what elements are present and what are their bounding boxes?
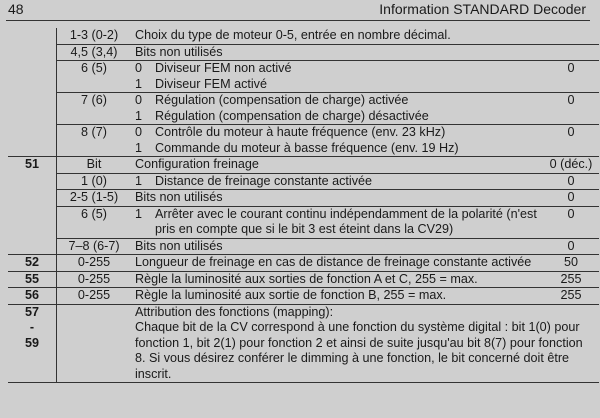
description-cell: Bits non utilisés [131, 44, 543, 61]
option-value: 1 [135, 140, 143, 155]
option-value: 0 [135, 93, 143, 107]
bit-cell: 1-3 (0-2) [57, 28, 132, 44]
default-cell [543, 28, 599, 44]
bit-cell: 7 (6) [57, 93, 132, 125]
table-row [8, 28, 599, 44]
header-rule [6, 20, 590, 21]
table-row [8, 125, 599, 157]
default-cell: 255 [543, 288, 599, 305]
default-cell: 255 [543, 271, 599, 288]
option-text: Distance de freinage constante activée [155, 173, 373, 188]
option-line [135, 207, 539, 238]
description-cell [131, 93, 543, 125]
table-row [8, 44, 599, 61]
table-row [8, 238, 599, 255]
bit-cell: 4,5 (3,4) [57, 44, 132, 61]
table-row [8, 255, 599, 272]
cv-number [8, 93, 57, 125]
cv-number [8, 125, 57, 157]
cv-number [8, 44, 57, 61]
option-text: Contrôle du moteur à haute fréquence (env. 23 kHz) [155, 125, 446, 139]
description-cell [131, 125, 543, 157]
option-text: Diviseur FEM activé [155, 76, 267, 91]
option-line [135, 174, 539, 190]
page-header-title: Information STANDARD Decoder [379, 1, 586, 17]
bit-cell: Bit [57, 157, 132, 174]
option-line [135, 141, 539, 157]
cv-number [8, 61, 57, 93]
cv-table [8, 28, 599, 383]
table-row [8, 288, 599, 305]
default-cell: 50 [543, 255, 599, 272]
cv-number [8, 190, 57, 207]
option-line [135, 125, 539, 141]
option-value: 1 [135, 173, 143, 188]
default-cell: 0 [543, 190, 599, 207]
bit-cell [57, 304, 132, 383]
bit-cell: 0-255 [57, 255, 132, 272]
description-cell [131, 206, 543, 238]
bit-cell: 1 (0) [57, 173, 132, 190]
option-text: Commande du moteur à basse fréquence (env. 19 Hz) [155, 140, 459, 155]
default-cell: 0 [543, 125, 599, 157]
default-cell: 0 [543, 93, 599, 125]
option-text: Diviseur FEM non activé [155, 61, 292, 75]
table-row [8, 271, 599, 288]
description-cell: Bits non utilisés [131, 190, 543, 207]
bit-cell: 8 (7) [57, 125, 132, 157]
description-cell: Règle la luminosité aux sortie de fonction B, 255 = max. [131, 288, 543, 305]
option-line [135, 93, 539, 109]
description-cell [131, 173, 543, 190]
bit-cell: 0-255 [57, 271, 132, 288]
description-cell: Bits non utilisés [131, 238, 543, 255]
option-value: 1 [135, 206, 143, 221]
table-row [8, 304, 599, 383]
option-line [135, 61, 539, 77]
bit-cell: 0-255 [57, 288, 132, 305]
default-cell: 0 [543, 173, 599, 190]
option-value: 0 [135, 125, 143, 139]
table-row [8, 173, 599, 190]
description-cell: Règle la luminosité aux sorties de fonction A et C, 255 = max. [131, 271, 543, 288]
option-value: 1 [135, 76, 143, 91]
option-text: Régulation (compensation de charge) désactivée [155, 108, 429, 123]
table-row [8, 190, 599, 207]
description-cell: Longueur de freinage en cas de distance de freinage constante activée [131, 255, 543, 272]
table-row [8, 157, 599, 174]
option-value: 1 [135, 108, 143, 123]
cv-number [8, 173, 57, 190]
bit-cell: 7–8 (6-7) [57, 238, 132, 255]
option-line [135, 109, 539, 125]
option-text: Régulation (compensation de charge) activée [155, 93, 409, 107]
cv-number: 55 [8, 271, 57, 288]
table-row [8, 61, 599, 93]
option-line [135, 77, 539, 93]
default-cell: 0 [543, 238, 599, 255]
description-cell: Configuration freinage [131, 157, 543, 174]
page-number: 48 [8, 1, 24, 17]
cv-number [8, 28, 57, 44]
option-value: 0 [135, 61, 143, 75]
default-cell: 0 [543, 61, 599, 93]
cv-number [8, 206, 57, 238]
cv-number: 51 [8, 157, 57, 174]
table-row [8, 93, 599, 125]
description-cell: Attribution des fonctions (mapping): Chaque bit de la CV correspond à une fonction du système digital : bit 1(0) pour fonction 1, bit 2(1) pour fonction 2 et ainsi de suite jusqu'au bit 8(7) pour fonction 8. Si vous désirez conférer le dimming à une fonction, le bit concerné doit être inscrit. [131, 304, 599, 383]
description-cell [131, 61, 543, 93]
cv-number [8, 238, 57, 255]
bit-cell: 6 (5) [57, 61, 132, 93]
default-cell: 0 (déc.) [543, 157, 599, 174]
option-text: Arrêter avec le courant continu indépendamment de la polarité (n'est pris en compte que si le bit 3 est éteint dans la CV29) [155, 206, 537, 236]
description-cell: Choix du type de moteur 0-5, entrée en nombre décimal. [131, 28, 543, 44]
table-row [8, 206, 599, 238]
default-cell: 0 [543, 206, 599, 238]
default-cell [543, 44, 599, 61]
cv-number: 56 [8, 288, 57, 305]
bit-cell: 6 (5) [57, 206, 132, 238]
cv-number: 57 - 59 [8, 304, 57, 383]
cv-number: 52 [8, 255, 57, 272]
bit-cell: 2-5 (1-5) [57, 190, 132, 207]
